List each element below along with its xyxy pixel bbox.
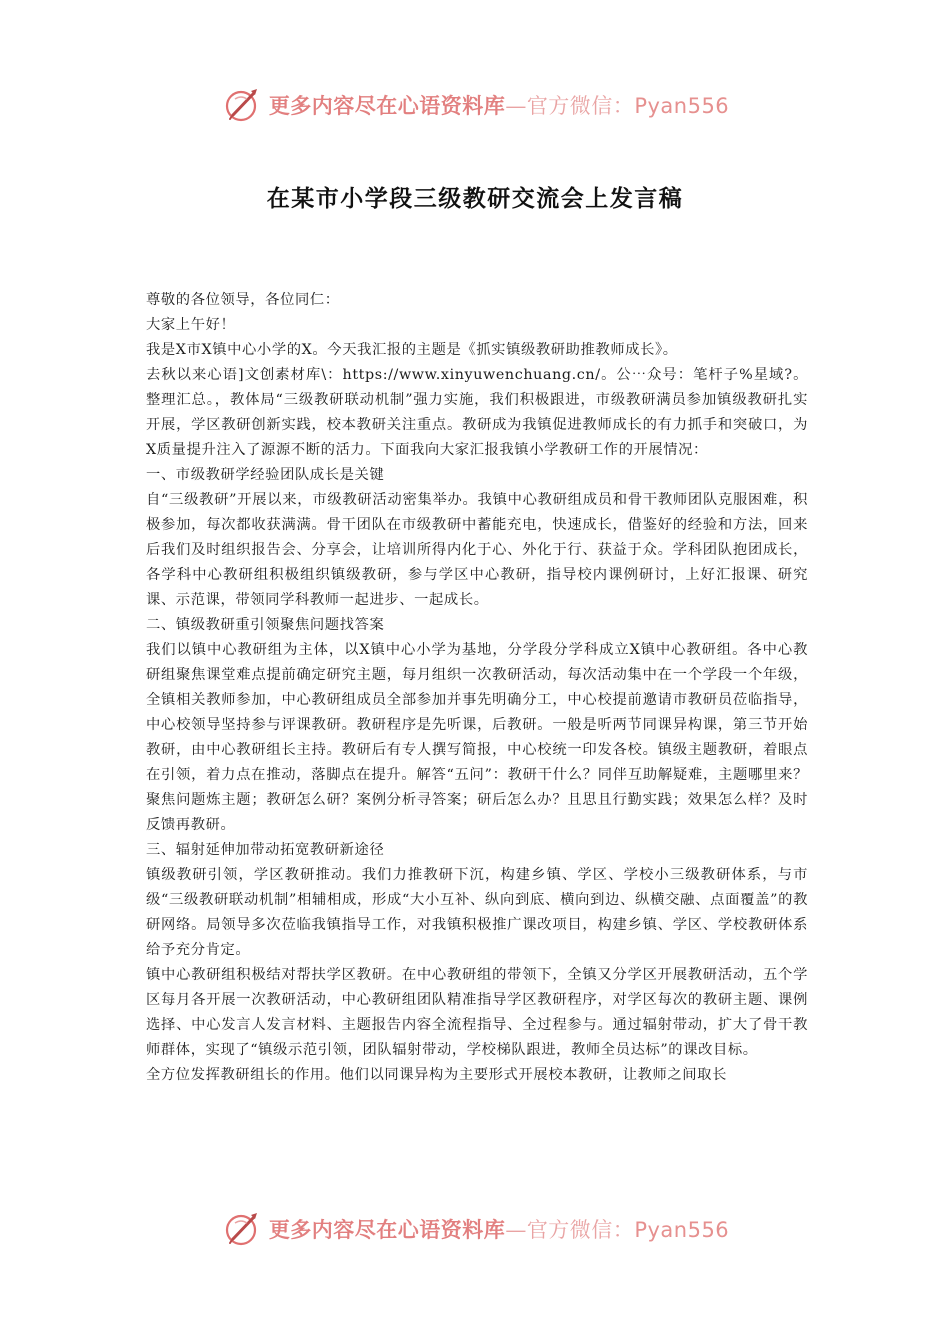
- greeting: 大家上午好！: [146, 317, 236, 333]
- section-3-paragraph-1: 镇级教研引领，学区教研推动。我们力推教研下沉，构建乡镇、学区、学校小三级教研体系，与市级“三级教研联动机制”相辅相成，形成“大小互补、纵向到底、横向到边、纵横交融、点面覆盖”的教研网络。局领导多次莅临我镇指导工作，对我镇积极推广课改项目，构建乡镇、学区、学校教研体系给予充分肯定。: [146, 867, 808, 958]
- section-3-paragraph-3: 全方位发挥教研组长的作用。他们以同课异构为主要形式开展校本教研，让教师之间取长: [146, 1067, 727, 1083]
- document-body: [146, 288, 808, 1088]
- banner-wechat-label: 官方微信：: [526, 1218, 635, 1242]
- footer-banner: [0, 1204, 950, 1254]
- section-heading-1: 一、市级教研学经验团队成长是关键: [146, 467, 385, 483]
- banner-wechat-id: Pyan556: [634, 1218, 730, 1242]
- banner-wechat-id: Pyan556: [634, 94, 730, 118]
- pen-logo-icon: [221, 83, 265, 127]
- section-3-paragraph-2: 镇中心教研组积极结对帮扶学区教研。在中心教研组的带领下，全镇又分学区开展教研活动，五个学区每月各开展一次教研活动，中心教研组团队精准指导学区教研程序，对学区每次的教研主题、课例选择、中心发言人发言材料、主题报告内容全流程指导、全过程参与。通过辐射带动，扩大了骨干教师群体，实现了“镇级示范引领，团队辐射带动，学校梯队跟进，教师全员达标”的课改目标。: [146, 967, 808, 1058]
- banner-text: [269, 90, 729, 120]
- banner-dash: —: [505, 1218, 527, 1242]
- section-heading-3: 三、辐射延伸加带动拓宽教研新途径: [146, 842, 385, 858]
- overview-paragraph: 去秋以来心语]文创素材库\：https://www.xinyuwenchuang.cn/。公⋯众号：笔杆子%星域?。整理汇总。，教体局“三级教研联动机制”强力实施，我们积极跟进，市级教研满员参加镇级教研扎实开展，学区教研创新实践，校本教研关注重点。教研成为我镇促进教师成长的有力抓手和突破口，为X质量提升注入了源源不断的活力。下面我向大家汇报我镇小学教研工作的开展情况：: [146, 367, 808, 458]
- salutation: 尊敬的各位领导，各位同仁：: [146, 292, 340, 308]
- banner-main-text: 更多内容尽在心语资料库: [268, 1217, 506, 1242]
- banner-dash: —: [505, 94, 527, 118]
- pen-logo-icon: [221, 1207, 265, 1251]
- section-1-paragraph: 自“三级教研”开展以来，市级教研活动密集举办。我镇中心教研组成员和骨干教师团队克服困难，积极参加，每次都收获满满。骨干团队在市级教研中蓄能充电，快速成长，借鉴好的经验和方法，回来后我们及时组织报告会、分享会，让培训所得内化于心、外化于行、获益于众。学科团队抱团成长，各学科中心教研组积极组织镇级教研，参与学区中心教研，指导校内课例研讨，上好汇报课、研究课、示范课，带领同学科教师一起进步、一起成长。: [146, 492, 808, 608]
- banner-text: [269, 1214, 729, 1244]
- intro-paragraph: 我是X市X镇中心小学的X。今天我汇报的主题是《抓实镇级教研助推教师成长》。: [146, 342, 678, 358]
- header-banner: [0, 80, 950, 130]
- document-title: 在某市小学段三级教研交流会上发言稿: [266, 185, 684, 212]
- banner-wechat-label: 官方微信：: [526, 94, 635, 118]
- section-2-paragraph: 我们以镇中心教研组为主体，以X镇中心小学为基地，分学段分学科成立X镇中心教研组。各中心教研组聚焦课堂难点提前确定研究主题，每月组织一次教研活动，每次活动集中在一个学段一个年级，全镇相关教师参加，中心教研组成员全部参加并事先明确分工，中心校提前邀请市教研员莅临指导，中心校领导坚持参与评课教研。教研程序是先听课，后教研。一般是听两节同课异构课，第三节开始教研，由中心教研组长主持。教研后有专人撰写简报，中心校统一印发各校。镇级主题教研，着眼点在引领，着力点在推动，落脚点在提升。解答“五问”：教研干什么？同伴互助解疑难，主题哪里来？聚焦问题炼主题；教研怎么研？案例分析寻答案；研后怎么办？且思且行勤实践；效果怎么样？及时反馈再教研。: [146, 642, 808, 833]
- banner-main-text: 更多内容尽在心语资料库: [268, 93, 506, 118]
- section-heading-2: 二、镇级教研重引领聚焦问题找答案: [146, 617, 385, 633]
